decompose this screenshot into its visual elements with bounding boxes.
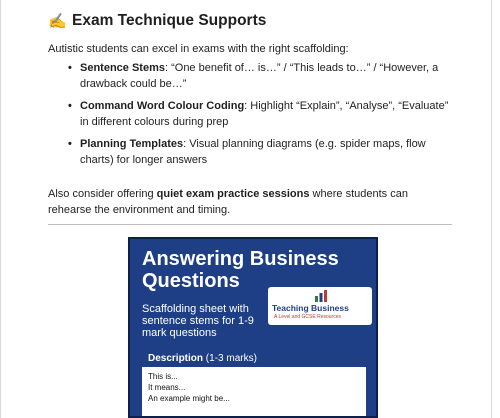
intro-text: Autistic students can excel in exams with the right scaffolding:: [48, 43, 349, 55]
list-item-label: Planning Templates: [80, 138, 184, 150]
list-item: [80, 136, 453, 168]
sentence-stem: This is...: [148, 372, 178, 381]
page-edge: [0, 0, 1, 418]
brand-name: Teaching Business: [272, 303, 349, 313]
list-item-text: : Highlight “Explain”, “Analyse”, “Evaluate” in different colours during prep: [80, 100, 449, 128]
list-item-label: Sentence Stems: [80, 62, 165, 74]
section-title: Exam Technique Supports: [72, 12, 267, 29]
description-title: Description: [148, 353, 204, 364]
bar-chart-logo-icon: [314, 289, 328, 302]
scaffolding-sheet-image: [128, 237, 378, 418]
list-item: [80, 60, 453, 92]
poster-title: Answering Business Questions: [142, 248, 339, 292]
poster-subtitle: Scaffolding sheet with sentence stems for 1-9 mark questions: [142, 303, 254, 339]
sentence-stem: An example might be...: [148, 394, 230, 403]
section-heading: [48, 12, 266, 30]
sentence-stem: It means...: [148, 383, 186, 392]
list-item-text: : “One benefit of… is…” / “This leads to…” / “However, a drawback could be…”: [80, 62, 439, 90]
brand-logo: [268, 287, 372, 325]
supports-list: [48, 60, 453, 168]
list-item-text: : Visual planning diagrams (e.g. spider maps, flow charts) for longer answers: [80, 138, 426, 166]
outro-text-start: Also consider offering: [48, 188, 157, 200]
description-marks: (1-3 marks): [205, 353, 257, 364]
sentence-stems: [142, 367, 366, 404]
outro-text-bold: quiet exam practice sessions: [156, 188, 310, 200]
outro-text: [48, 186, 453, 218]
list-item-label: Command Word Colour Coding: [80, 100, 245, 112]
outro-text-end: where students can rehearse the environment and timing.: [48, 188, 408, 216]
brand-tagline: A Level and GCSE Resources: [274, 314, 341, 320]
list-item: [80, 98, 453, 130]
page-edge: [491, 0, 492, 418]
horizontal-rule: [48, 224, 452, 225]
description-header: [142, 351, 366, 367]
description-box: [140, 349, 368, 418]
writing-hand-icon: ✍️: [48, 13, 67, 30]
